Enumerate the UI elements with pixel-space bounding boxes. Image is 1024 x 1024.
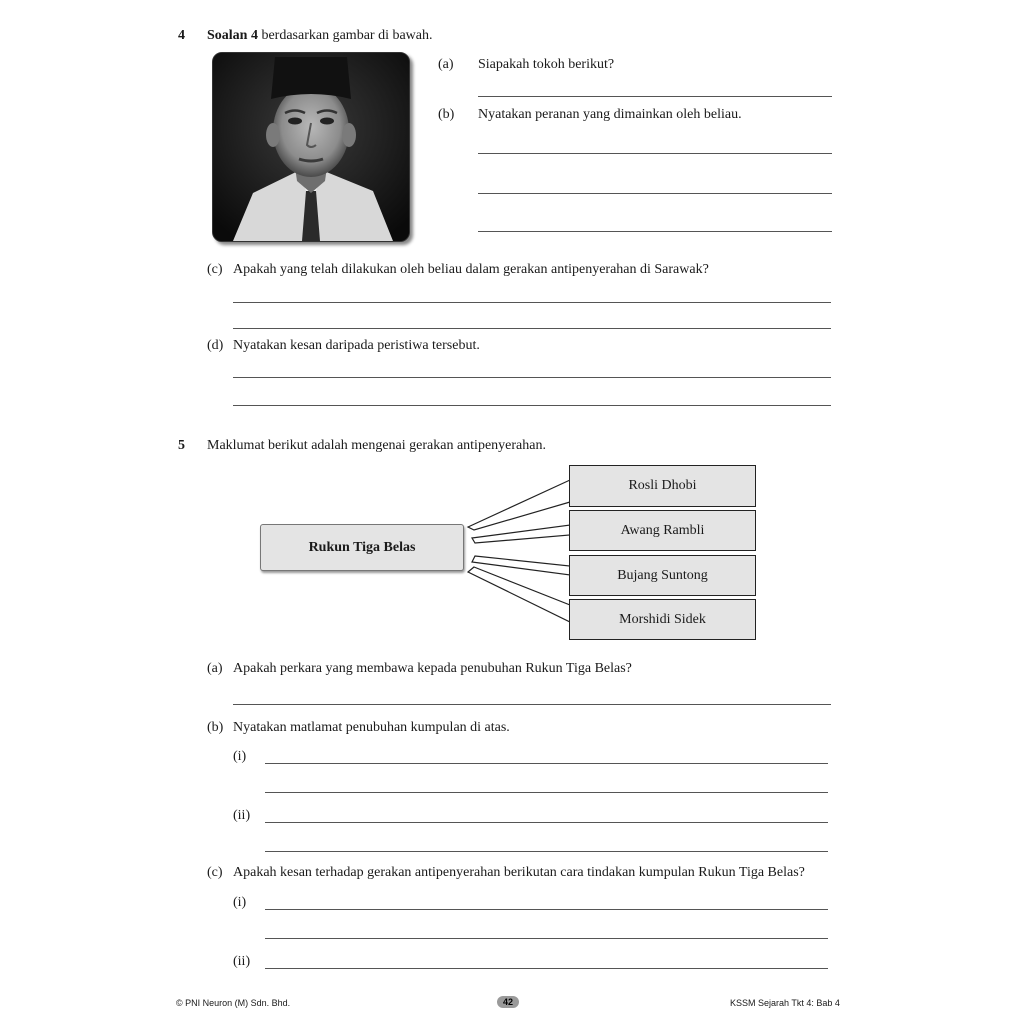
q5c-label: (c) bbox=[207, 865, 223, 880]
q5a-label: (a) bbox=[207, 661, 223, 676]
diagram-member-box: Bujang Suntong bbox=[569, 555, 756, 596]
q4c-text: Apakah yang telah dilakukan oleh beliau dalam gerakan antipenyerahan di Sarawak? bbox=[233, 262, 709, 277]
connector-1 bbox=[468, 480, 570, 530]
q4-intro-rest: berdasarkan gambar di bawah. bbox=[257, 28, 433, 43]
q4a-text: Siapakah tokoh berikut? bbox=[478, 57, 615, 72]
q4b-text: Nyatakan peranan yang dimainkan oleh beliau. bbox=[478, 107, 742, 122]
q5b-sub-ii-label: (ii) bbox=[233, 808, 251, 823]
connector-4 bbox=[468, 567, 570, 622]
page-number: 42 bbox=[497, 996, 519, 1008]
answer-line[interactable] bbox=[265, 938, 828, 939]
q4d-label: (d) bbox=[207, 338, 224, 353]
q5b-sub-i-label: (i) bbox=[233, 749, 247, 764]
answer-line[interactable] bbox=[265, 792, 828, 793]
q5-intro: Maklumat berikut adalah mengenai gerakan antipenyerahan. bbox=[207, 438, 546, 453]
q4-number: 4 bbox=[178, 28, 185, 43]
q4b-label: (b) bbox=[438, 107, 455, 122]
diagram-center-box: Rukun Tiga Belas bbox=[260, 524, 464, 571]
answer-line[interactable] bbox=[233, 704, 831, 705]
answer-line[interactable] bbox=[265, 968, 828, 969]
q5c-sub-ii-label: (ii) bbox=[233, 954, 251, 969]
q5-number: 5 bbox=[178, 438, 185, 453]
answer-line[interactable] bbox=[265, 763, 828, 764]
q4-intro-bold: Soalan 4 bbox=[207, 28, 258, 43]
footer-copyright: © PNI Neuron (M) Sdn. Bhd. bbox=[176, 998, 291, 1008]
diagram-member-box: Awang Rambli bbox=[569, 510, 756, 551]
q4a-label: (a) bbox=[438, 57, 454, 72]
q4c-label: (c) bbox=[207, 262, 223, 277]
diagram-member-box: Morshidi Sidek bbox=[569, 599, 756, 640]
q5b-text: Nyatakan matlamat penubuhan kumpulan di atas. bbox=[233, 720, 510, 735]
answer-line[interactable] bbox=[265, 851, 828, 852]
answer-line[interactable] bbox=[265, 822, 828, 823]
answer-line[interactable] bbox=[265, 909, 828, 910]
q5b-label: (b) bbox=[207, 720, 224, 735]
connector-2 bbox=[472, 525, 570, 543]
q5c-sub-i-label: (i) bbox=[233, 895, 247, 910]
footer-book-title: KSSM Sejarah Tkt 4: Bab 4 bbox=[730, 998, 840, 1008]
q5c-text: Apakah kesan terhadap gerakan antipenyerahan berikutan cara tindakan kumpulan Rukun Tiga Belas? bbox=[233, 865, 805, 880]
diagram-member-box: Rosli Dhobi bbox=[569, 465, 756, 507]
q4d-text: Nyatakan kesan daripada peristiwa tersebut. bbox=[233, 338, 480, 353]
q5a-text: Apakah perkara yang membawa kepada penubuhan Rukun Tiga Belas? bbox=[233, 661, 632, 676]
